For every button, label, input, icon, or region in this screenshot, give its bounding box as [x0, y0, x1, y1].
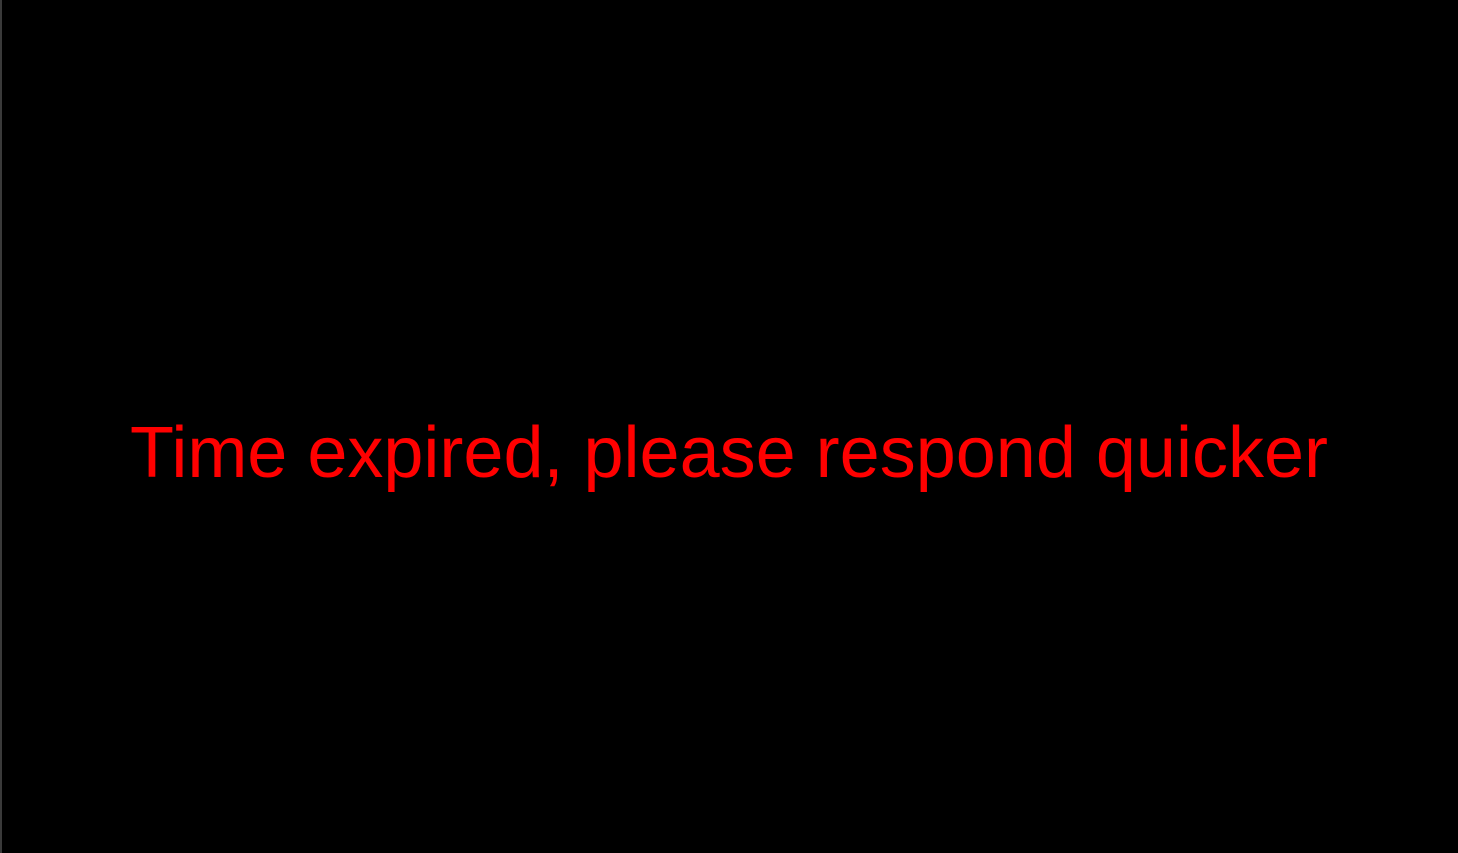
timeout-message: Time expired, please respond quicker — [130, 413, 1328, 493]
